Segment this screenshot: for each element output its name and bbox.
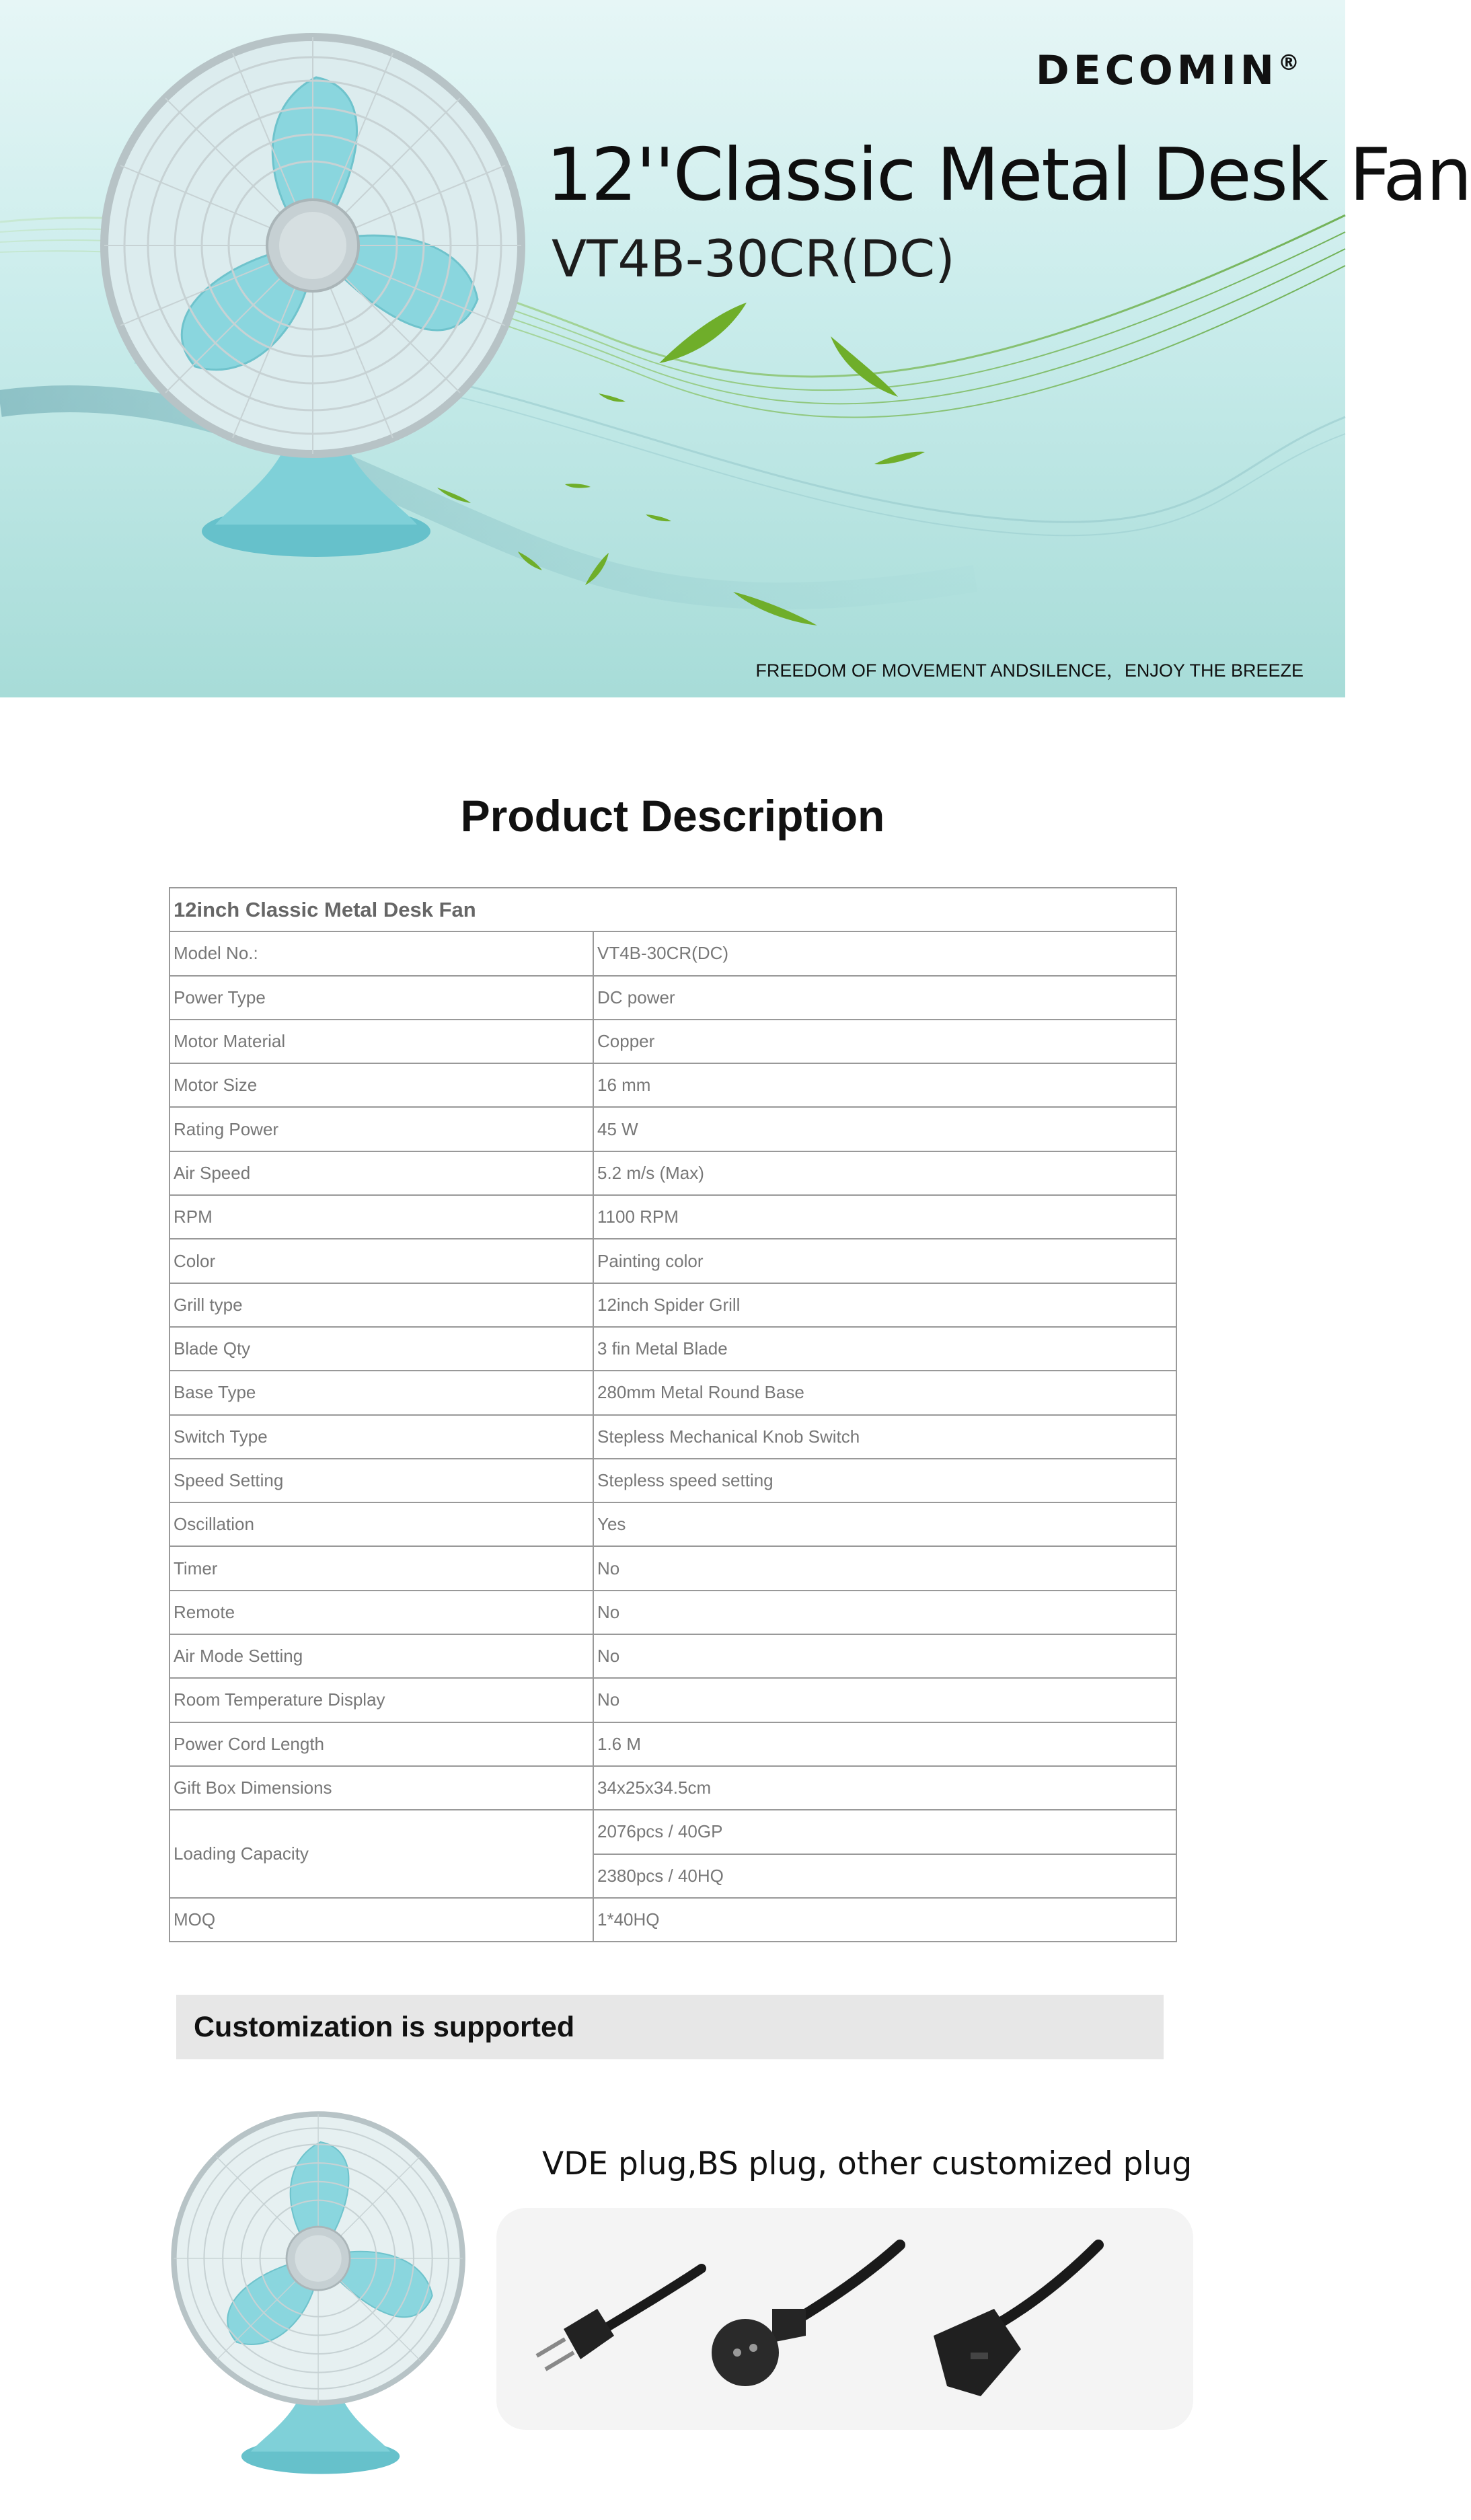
table-row [169,1546,1176,1590]
desk-fan-icon [101,30,538,562]
spec-value: 16 mm [593,1063,1176,1107]
table-row [169,1195,1176,1239]
spec-key: Loading Capacity [169,1810,593,1898]
table-row [169,1063,1176,1107]
table-row [169,1722,1176,1766]
spec-value: 280mm Metal Round Base [593,1371,1176,1414]
spec-key: Power Type [169,976,593,1020]
spec-value: 45 W [593,1107,1176,1151]
hero-banner [0,0,1471,697]
hero-title: 12''Classic Metal Desk Fan [546,133,1471,217]
spec-value: 1*40HQ [593,1898,1176,1942]
table-row [169,1327,1176,1371]
spec-value: 12inch Spider Grill [593,1283,1176,1327]
spec-value: VT4B-30CR(DC) [593,931,1176,975]
table-row [169,1502,1176,1546]
spec-value: 2380pcs / 40HQ [593,1854,1176,1898]
spec-key: Base Type [169,1371,593,1414]
customization-banner [176,1995,1164,2059]
spec-key: Power Cord Length [169,1722,593,1766]
spec-value: No [593,1678,1176,1722]
spec-value: DC power [593,976,1176,1020]
brand-name: DECOMIN [1035,47,1278,94]
plug-panel [496,2208,1193,2430]
euro-plug-icon [523,2248,705,2396]
spec-value: 34x25x34.5cm [593,1766,1176,1810]
spec-key: Oscillation [169,1502,593,1546]
spec-key: Air Speed [169,1151,593,1195]
spec-value: Painting color [593,1239,1176,1283]
spec-key: Gift Box Dimensions [169,1766,593,1810]
spec-key: Speed Setting [169,1459,593,1502]
spec-key: Room Temperature Display [169,1678,593,1722]
table-row [169,1239,1176,1283]
table-row [169,1415,1176,1459]
table-row [169,1766,1176,1810]
spec-value: Yes [593,1502,1176,1546]
spec-value: Copper [593,1020,1176,1063]
spec-key: Rating Power [169,1107,593,1151]
table-row [169,1107,1176,1151]
customization-label: Customization is supported [194,2011,575,2043]
spec-value: Stepless Mechanical Knob Switch [593,1415,1176,1459]
spec-value: 5.2 m/s (Max) [593,1151,1176,1195]
table-row [169,1151,1176,1195]
spec-key: Motor Material [169,1020,593,1063]
table-row [169,1283,1176,1327]
spec-table [169,887,1177,1942]
spec-key: Color [169,1239,593,1283]
spec-value: Stepless speed setting [593,1459,1176,1502]
spec-value: No [593,1634,1176,1678]
table-row [169,1678,1176,1722]
spec-key: Blade Qty [169,1327,593,1371]
table-row [169,1634,1176,1678]
spec-key: Air Mode Setting [169,1634,593,1678]
table-row [169,1810,1176,1854]
spec-key: Remote [169,1591,593,1634]
spec-key: Model No.: [169,931,593,975]
spec-value: 1100 RPM [593,1195,1176,1239]
table-title-row [169,888,1176,931]
spec-key: Timer [169,1546,593,1590]
spec-value: 2076pcs / 40GP [593,1810,1176,1854]
spec-value: 3 fin Metal Blade [593,1327,1176,1371]
table-row [169,1459,1176,1502]
hero-model-number: VT4B-30CR(DC) [552,229,955,289]
registered-mark: ® [1278,50,1299,75]
table-row [169,1898,1176,1942]
spec-key: Switch Type [169,1415,593,1459]
brand-logo [1036,47,1299,94]
spec-value: No [593,1546,1176,1590]
spec-key: Motor Size [169,1063,593,1107]
spec-key: MOQ [169,1898,593,1942]
table-row [169,1591,1176,1634]
spec-value: No [593,1591,1176,1634]
schuko-plug-icon [705,2235,907,2396]
section-title: Product Description [460,791,885,841]
desk-fan-icon [172,2105,474,2482]
spec-key: Grill type [169,1283,593,1327]
spec-value: 1.6 M [593,1722,1176,1766]
table-row [169,1020,1176,1063]
uk-plug-icon [907,2235,1108,2403]
plug-options-title: VDE plug,BS plug, other customized plug [542,2145,1193,2182]
table-row [169,1371,1176,1414]
table-row [169,976,1176,1020]
table-title: 12inch Classic Metal Desk Fan [169,888,1176,931]
table-row [169,931,1176,975]
spec-key: RPM [169,1195,593,1239]
hero-slogan: FREEDOM OF MOVEMENT ANDSILENCE，ENJOY THE BREEZE [755,660,1304,681]
